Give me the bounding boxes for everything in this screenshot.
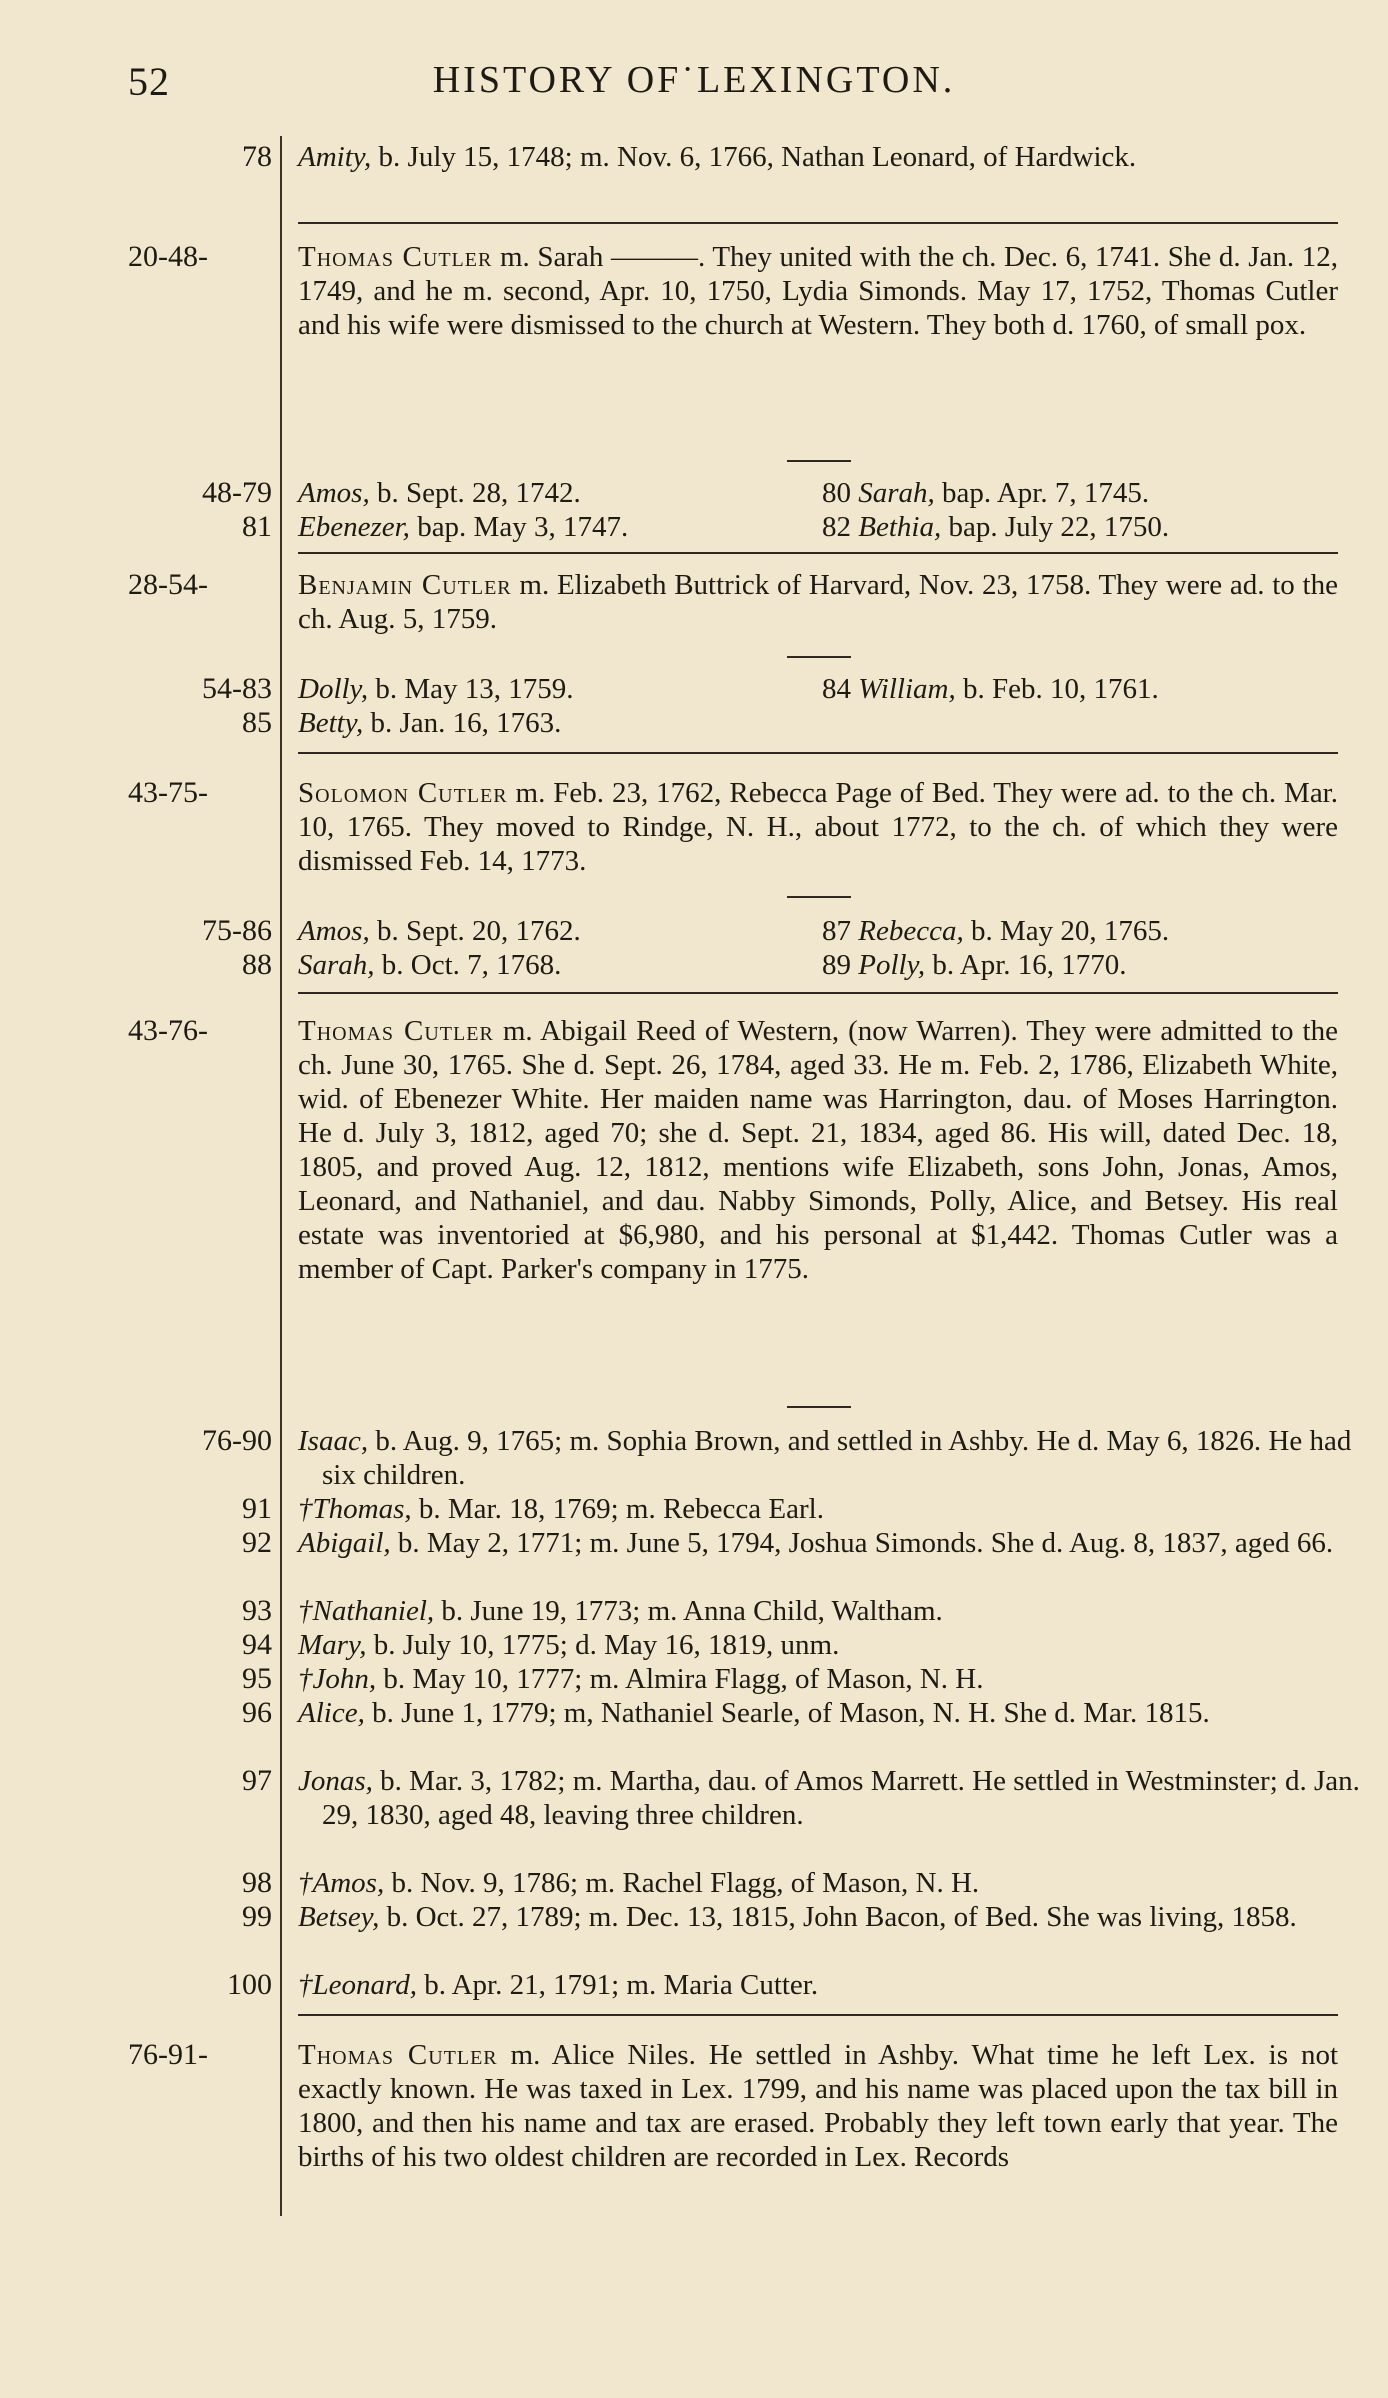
family-paragraph-thomas-alice: Thomas Cutler m. Alice Niles. He settled in Ashby. What time he left Lex. is not exactly known. He was taxed in Lex. 1799, and his name was placed upon the tax bill in 1800, and then his name and tax are erased. Probably they left town early that year. The births of his two oldest children are recorded in Lex. Records: [298, 2039, 1338, 2173]
ref-number: 85: [242, 706, 272, 739]
child-jonas: Jonas, b. Mar. 3, 1782; m. Martha, dau. of Amos Marrett. He settled in Westminster; d. Jan. 29, 1830, aged 48, leaving three children.: [298, 1765, 1360, 1831]
child-ebenezer: Ebenezer, bap. May 3, 1747.: [298, 511, 629, 543]
child-sarah: Sarah, b. Oct. 7, 1768.: [298, 949, 562, 981]
family-paragraph-thomas-abigail: Thomas Cutler m. Abigail Reed of Western, (now Warren). They were admitted to the ch. June 30, 1765. She d. Sept. 26, 1784, aged 33. He m. Feb. 2, 1786, Elizabeth White, wid. of Ebenezer White. Her maiden name was Harrington, dau. of Moses Harrington. He d. July 3, 1812, aged 70; she d. Sept. 21, 1834, aged 86. His will, dated Dec. 18, 1805, and proved Aug. 12, 1812, mentions wife Elizabeth, sons John, Jonas, Amos, Leonard, and Nathaniel, and dau. Nabby Simonds, Polly, Alice, and Betsey. His real estate was inventoried at $6,980, and his personal at $1,442. Thomas Cutler was a member of Capt. Parker's company in 1775.: [298, 1015, 1338, 1285]
ref-number: 81: [242, 510, 272, 543]
ref-number: 95: [242, 1662, 272, 1695]
child-amos: Amos, b. Sept. 20, 1762.: [298, 915, 581, 947]
divider: [298, 2014, 1338, 2016]
ref-number: 100: [227, 1968, 272, 2001]
family-paragraph-thomas-sarah: Thomas Cutler m. Sarah ———. They united with the ch. Dec. 6, 1741. She d. Jan. 12, 1749, and he m. second, Apr. 10, 1750, Lydia Simonds. May 17, 1752, Thomas Cutler and his wife were dismissed to the church at Western. They both d. 1760, of small pox.: [298, 241, 1338, 341]
child-amos: †Amos, b. Nov. 9, 1786; m. Rachel Flagg, of Mason, N. H.: [298, 1867, 980, 1899]
ref-number: 91: [242, 1492, 272, 1525]
child-rebecca: 87 Rebecca, b. May 20, 1765.: [822, 915, 1170, 947]
ref-number: 43-76-: [128, 1014, 208, 1047]
child-thomas: †Thomas, b. Mar. 18, 1769; m. Rebecca Earl.: [298, 1493, 824, 1525]
ref-number: 48-79: [202, 476, 272, 509]
child-abigail: Abigail, b. May 2, 1771; m. June 5, 1794, Joshua Simonds. She d. Aug. 8, 1837, aged 66.: [298, 1527, 1334, 1559]
ref-number: 20-48-: [128, 240, 208, 273]
ref-number: 98: [242, 1866, 272, 1899]
divider: [787, 1406, 851, 1408]
ref-number: 92: [242, 1526, 272, 1559]
child-dolly: Dolly, b. May 13, 1759.: [298, 673, 574, 705]
family-paragraph-solomon: Solomon Cutler m. Feb. 23, 1762, Rebecca Page of Bed. They were ad. to the ch. Mar. 10, 1765. They moved to Rindge, N. H., about 1772, to the ch. of which they were dismissed Feb. 14, 1773.: [298, 777, 1338, 877]
ref-number: 93: [242, 1594, 272, 1627]
ref-number: 78: [242, 140, 272, 173]
child-polly: 89 Polly, b. Apr. 16, 1770.: [822, 949, 1127, 981]
divider: [787, 460, 851, 462]
child-isaac: Isaac, b. Aug. 9, 1765; m. Sophia Brown, and settled in Ashby. He d. May 6, 1826. He had six children.: [298, 1425, 1352, 1491]
child-amos: Amos, b. Sept. 28, 1742.: [298, 477, 581, 509]
child-john: †John, b. May 10, 1777; m. Almira Flagg, of Mason, N. H.: [298, 1663, 984, 1695]
child-leonard: †Leonard, b. Apr. 21, 1791; m. Maria Cutter.: [298, 1969, 819, 2001]
child-mary: Mary, b. July 10, 1775; d. May 16, 1819, unm.: [298, 1629, 840, 1661]
child-betty: Betty, b. Jan. 16, 1763.: [298, 707, 562, 739]
child-alice: Alice, b. June 1, 1779; m, Nathaniel Searle, of Mason, N. H. She d. Mar. 1815.: [298, 1697, 1210, 1729]
child-william: 84 William, b. Feb. 10, 1761.: [822, 673, 1159, 705]
child-nathaniel: †Nathaniel, b. June 19, 1773; m. Anna Child, Waltham.: [298, 1595, 943, 1627]
page-number: 52: [128, 59, 170, 104]
ref-number: 99: [242, 1900, 272, 1933]
page-header: [0, 58, 1388, 118]
child-entry-amity: Amity, b. July 15, 1748; m. Nov. 6, 1766, Nathan Leonard, of Hardwick.: [298, 141, 1137, 173]
divider: [787, 896, 851, 898]
ref-number: 96: [242, 1696, 272, 1729]
child-betsey: Betsey, b. Oct. 27, 1789; m. Dec. 13, 1815, John Bacon, of Bed. She was living, 1858.: [298, 1901, 1297, 1933]
divider: [787, 656, 851, 658]
ref-number: 94: [242, 1628, 272, 1661]
divider: [298, 752, 1338, 754]
ref-number: 28-54-: [128, 568, 208, 601]
child-sarah: 80 Sarah, bap. Apr. 7, 1745.: [822, 477, 1150, 509]
ref-number: 76-90: [202, 1424, 272, 1457]
ref-number: 43-75-: [128, 776, 208, 809]
ref-number: 97: [242, 1764, 272, 1797]
family-paragraph-benjamin: Benjamin Cutler m. Elizabeth Buttrick of Harvard, Nov. 23, 1758. They were ad. to the ch. Aug. 5, 1759.: [298, 569, 1338, 635]
ref-number: 88: [242, 948, 272, 981]
child-bethia: 82 Bethia, bap. July 22, 1750.: [822, 511, 1170, 543]
ref-number: 75-86: [202, 914, 272, 947]
divider: [298, 222, 1338, 224]
running-title: HISTORY OF˙LEXINGTON.: [432, 59, 956, 101]
ref-number: 54-83: [202, 672, 272, 705]
divider: [298, 992, 1338, 994]
ref-number: 76-91-: [128, 2038, 208, 2071]
divider: [298, 552, 1338, 554]
margin-rule: [280, 136, 282, 2216]
